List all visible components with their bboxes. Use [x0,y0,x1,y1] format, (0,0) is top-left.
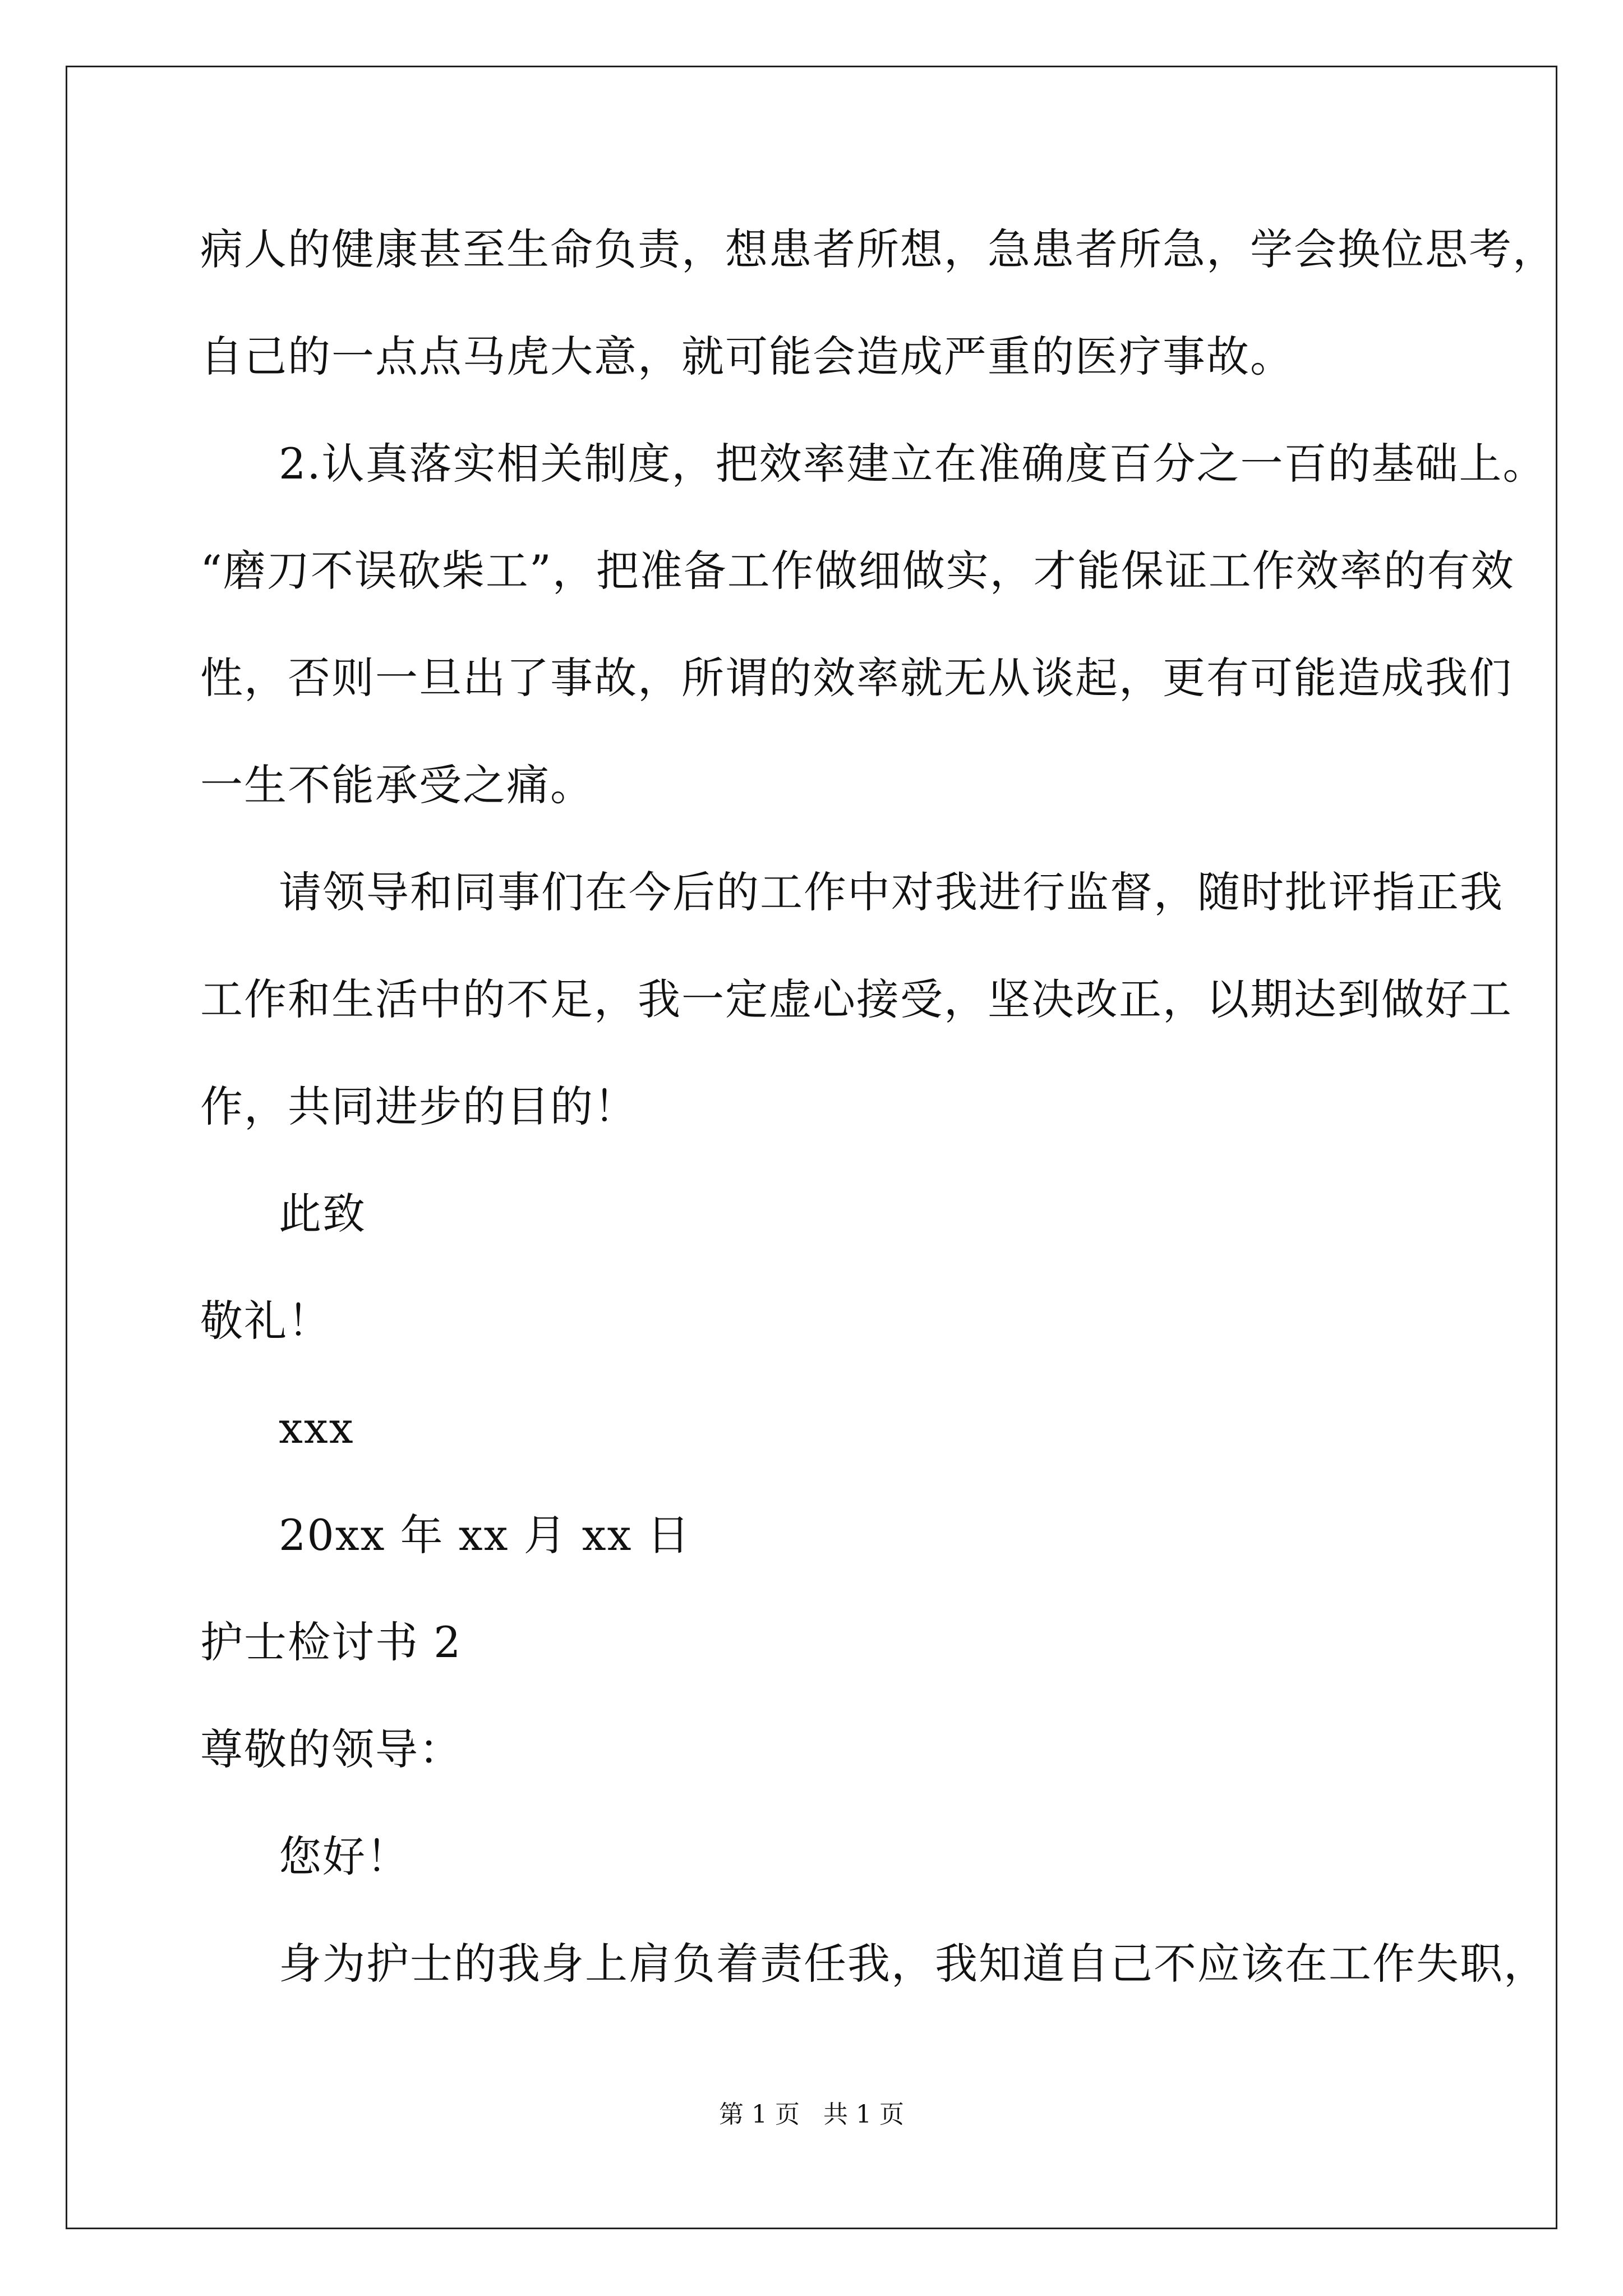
page-border [66,66,1557,2229]
letter-salutation: 尊敬的领导： [200,1724,463,1774]
body-line-5: 性，否则一旦出了事故，所谓的效率就无从谈起，更有可能造成我们 [200,653,1513,703]
closing-salutation: 此致 [279,1189,366,1239]
body-line-4: “磨刀不误砍柴工”，把准备工作做细做实，才能保证工作效率的有效 [200,546,1515,596]
section-title: 护士检讨书 2 [200,1617,462,1667]
body-line-3: 2.认真落实相关制度，把效率建立在准确度百分之一百的基础上。 [279,439,1547,489]
body-line-1: 病人的健康甚至生命负责，想患者所想，急患者所急，学会换位思考， [200,224,1556,274]
body-line-2: 自己的一点点马虎大意，就可能会造成严重的医疗事故。 [200,332,1294,381]
page-footer: 第 1 页 共 1 页 [719,2100,904,2129]
signature-name: xxx [279,1403,354,1453]
closing-regards: 敬礼！ [200,1296,331,1346]
body-line-9: 作，共同进步的目的！ [200,1082,638,1131]
body-line-8: 工作和生活中的不足，我一定虚心接受，坚决改正，以期达到做好工 [200,974,1513,1024]
signature-date: 20xx 年 xx 月 xx 日 [279,1510,691,1560]
body-line-last: 身为护士的我身上肩负着责任我，我知道自己不应该在工作失职， [279,1939,1547,1989]
body-line-7: 请领导和同事们在今后的工作中对我进行监督，随时批评指正我 [279,867,1504,917]
letter-greeting: 您好！ [279,1832,410,1881]
body-line-6: 一生不能承受之痛。 [200,760,594,810]
